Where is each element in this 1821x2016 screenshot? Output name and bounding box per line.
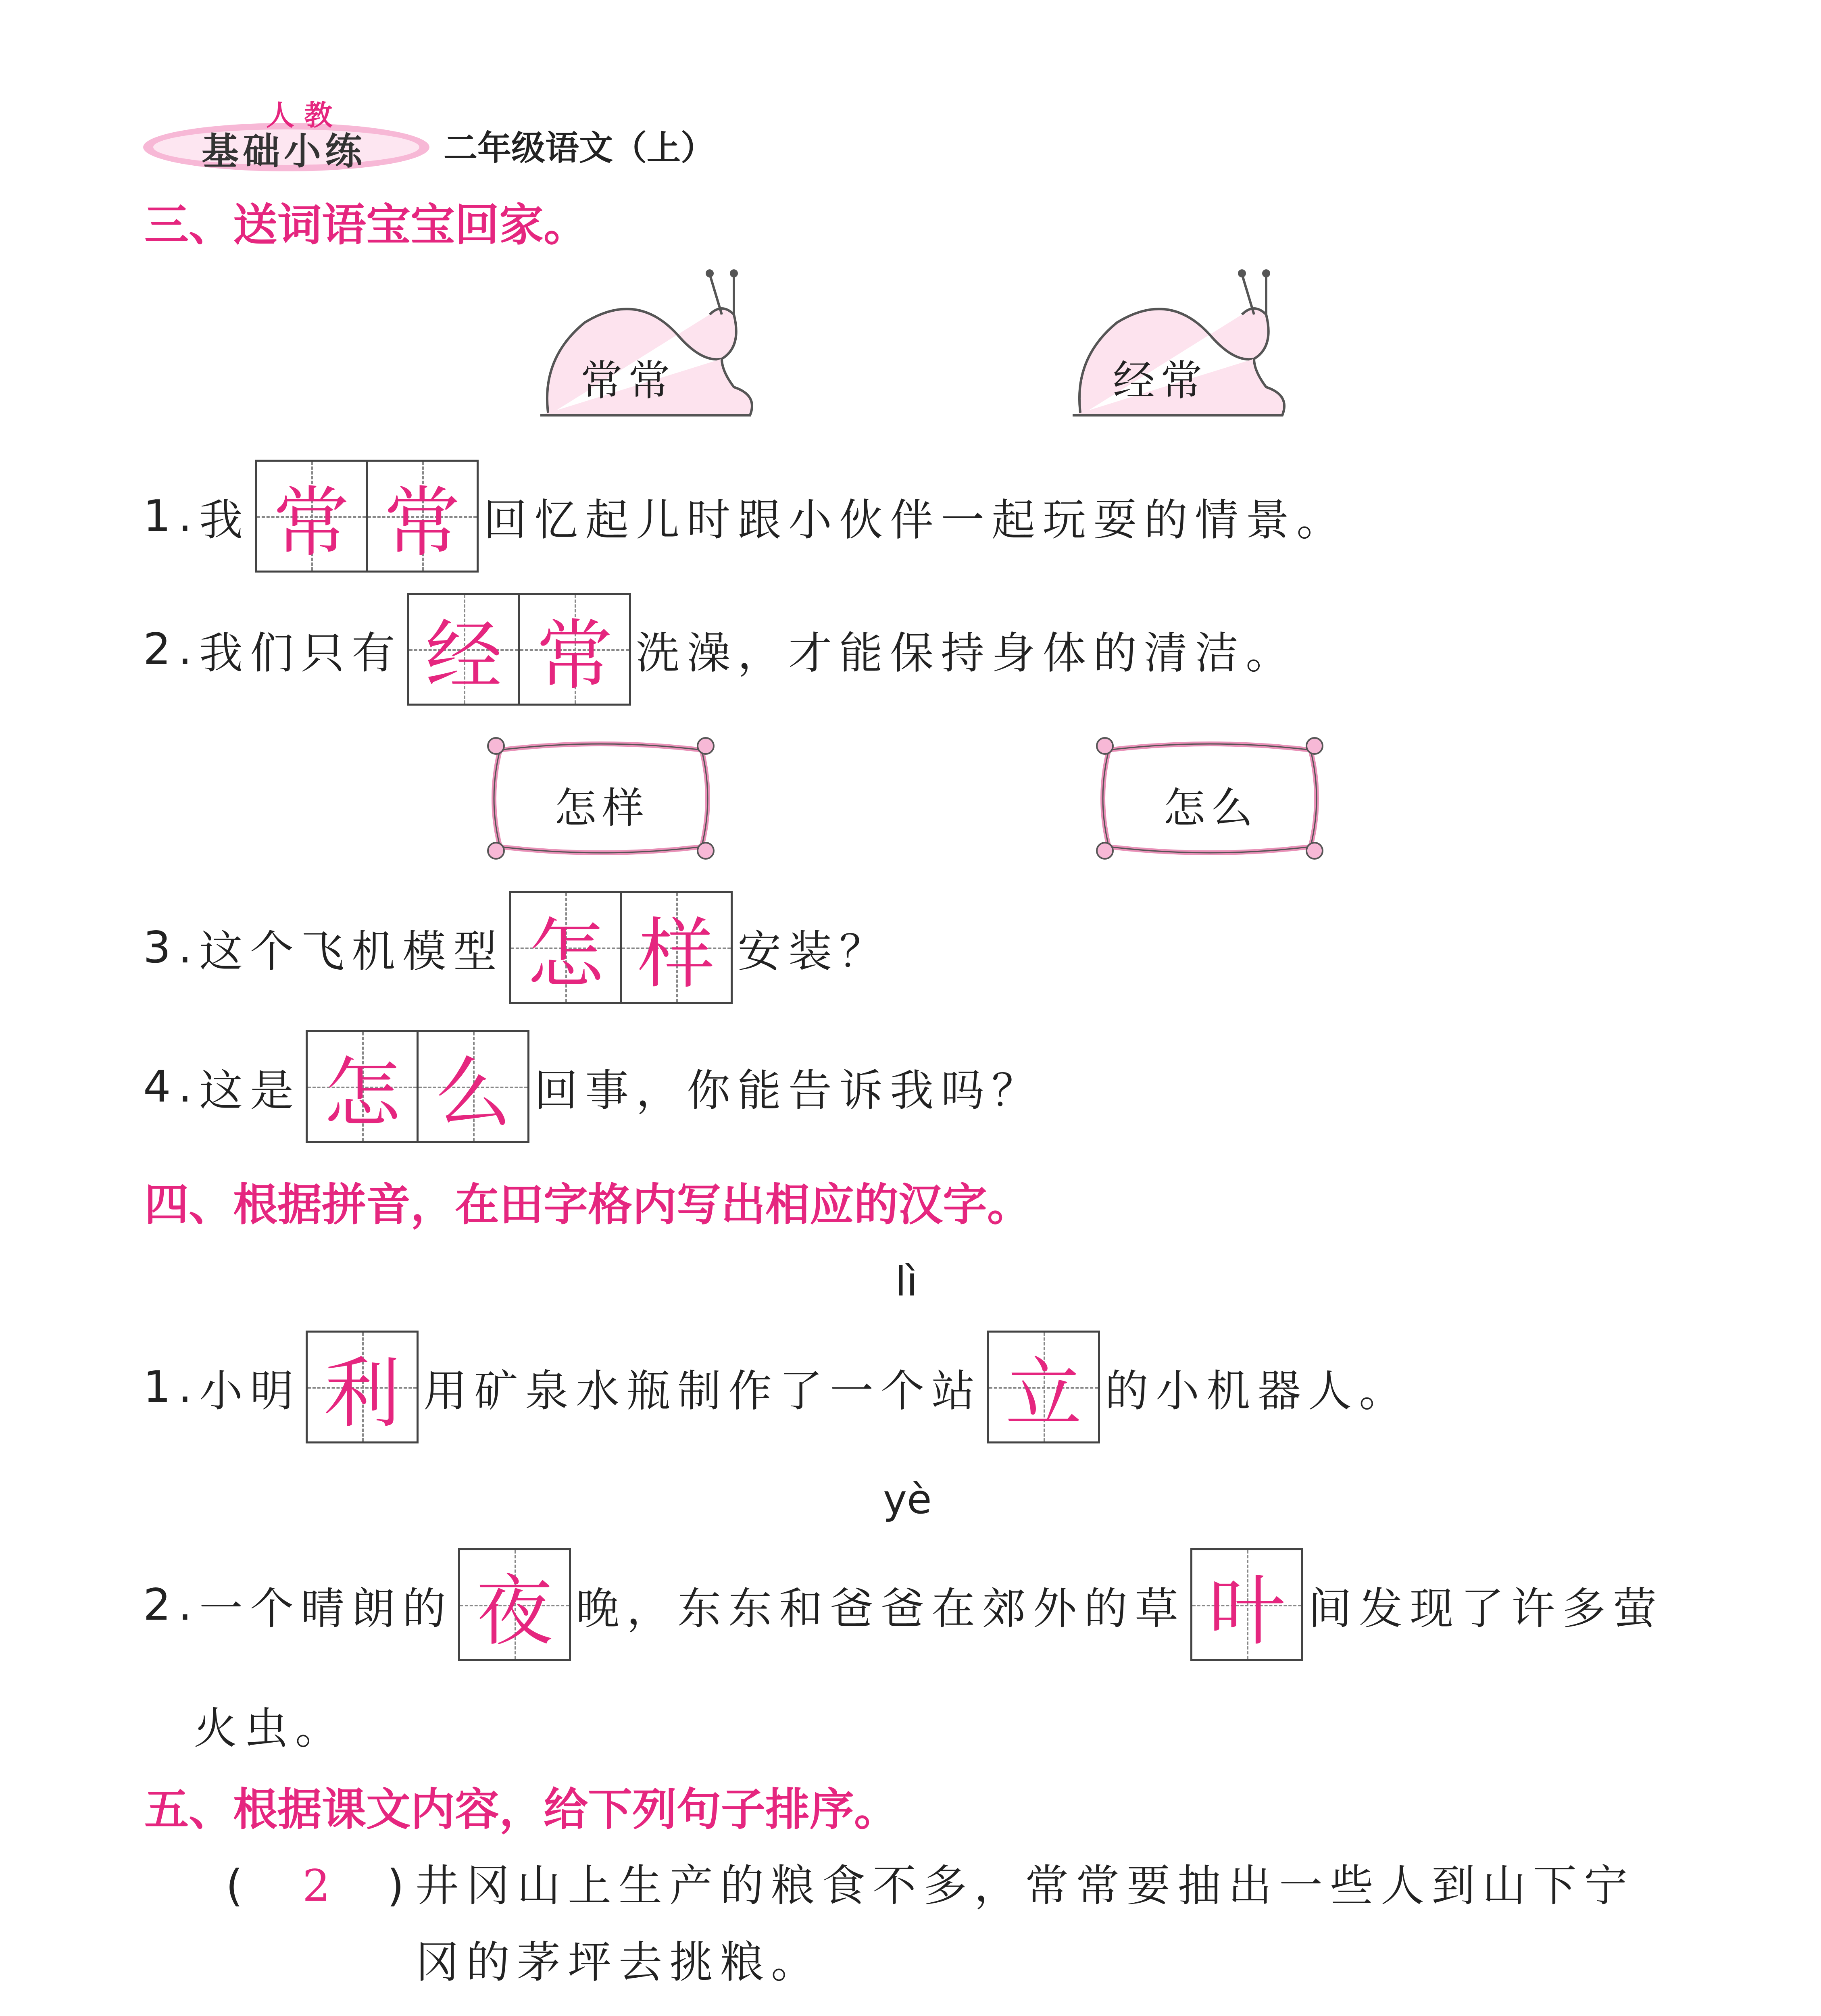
publisher-tag: 人 教: [266, 99, 333, 132]
section5-title: 五、根据课文内容，给下列句子排序。: [144, 1784, 898, 1835]
section4-title: 四、根据拼音，在田字格内写出相应的汉字。: [144, 1179, 1031, 1231]
pinyin-2: yè: [883, 1476, 932, 1523]
snail-word: 常常: [581, 356, 676, 405]
frame-word: 怎样: [554, 783, 650, 833]
section3-title: 三、送词语宝宝回家。: [144, 199, 588, 251]
order-paren[interactable]: ( 2 ): [226, 1861, 412, 1911]
order-item-2: [226, 2008, 1635, 2016]
s4-question-1: 1. 小明 利 用矿泉水瓶制作了一个站 立 的小机器人。: [143, 1331, 1410, 1443]
answer-grid[interactable]: 经 常: [407, 593, 631, 706]
answer-grid[interactable]: 立: [987, 1331, 1100, 1443]
frame-word-card-2: [1089, 734, 1331, 863]
answer-grid[interactable]: 夜: [458, 1548, 571, 1661]
answer-grid[interactable]: 常 常: [255, 460, 479, 573]
answer-grid[interactable]: 利: [306, 1331, 419, 1443]
s3-question-4: 4. 这是 怎 么 回事，你能告诉我吗？: [143, 1030, 1042, 1143]
header-banner: [141, 99, 431, 177]
answer-grid[interactable]: 叶: [1190, 1548, 1303, 1661]
snail-word-card-1: [532, 266, 758, 427]
snail-word: 经常: [1113, 356, 1208, 405]
grade-title: 二年级语文（上）: [444, 128, 715, 168]
pinyin-1: lì: [895, 1258, 918, 1305]
answer-grid[interactable]: 怎 样: [509, 891, 733, 1004]
snail-word-card-2: [1065, 266, 1290, 427]
frame-word-card-1: [480, 734, 722, 863]
s4-question-2: 2. 一个晴朗的 夜 晚，东东和爸爸在郊外的草 叶 间发现了许多萤: [143, 1548, 1664, 1661]
s4-question-2-continuation: 火虫。: [194, 1704, 346, 1754]
answer-grid[interactable]: 怎 么: [306, 1030, 529, 1143]
s3-question-3: 3. 这个飞机模型 怎 样 安装？: [143, 891, 890, 1004]
s3-question-2: 2. 我们只有 经 常 洗澡，才能保持身体的清洁。: [143, 593, 1296, 706]
series-title: 基础小练: [202, 130, 367, 173]
order-item-1-cont: 冈的茅坪去挑粮。: [415, 1937, 822, 1988]
order-item-1: ( 2 ) 井冈山上生产的粮食不多，常常要抽出一些人到山下宁: [226, 1861, 1635, 1911]
s3-question-1: 1. 我 常 常 回忆起儿时跟小伙伴一起玩耍的情景。: [143, 460, 1347, 573]
frame-word: 怎么: [1163, 783, 1259, 833]
